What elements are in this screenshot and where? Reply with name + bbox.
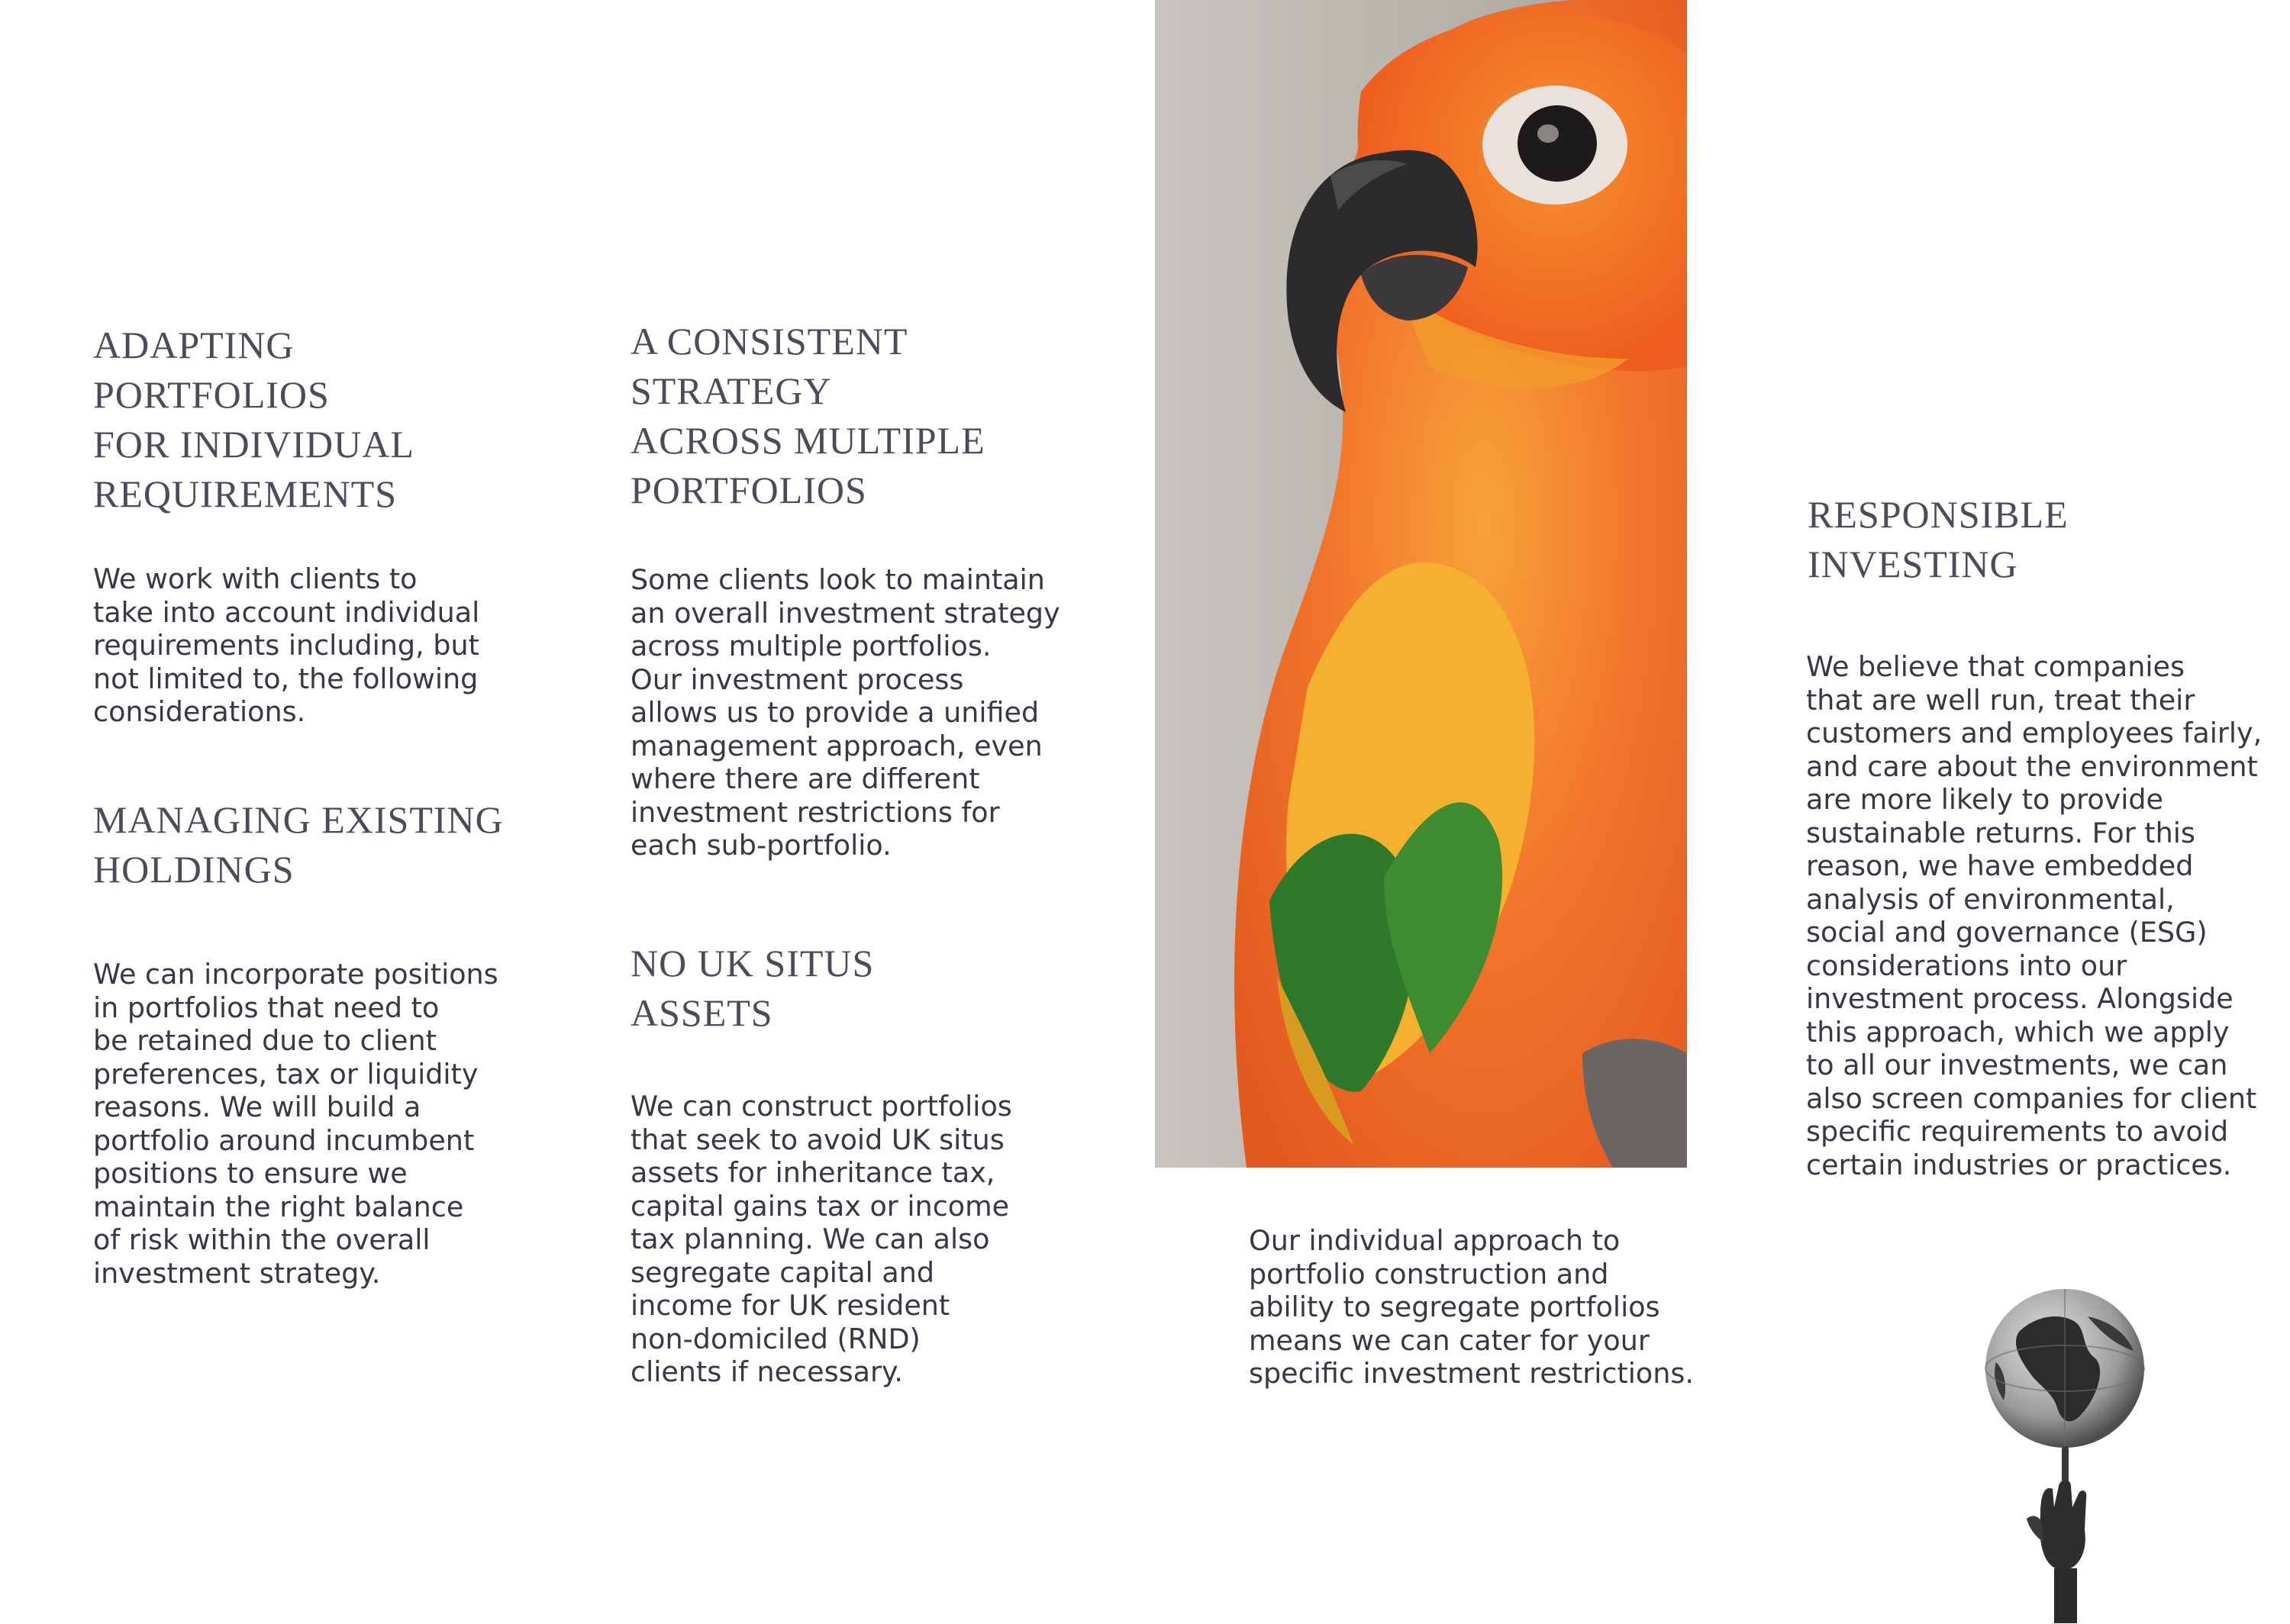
text-individual-approach: Our individual approach to portfolio construction and ability to segregate portfolios means we can cater for your specific investment restrictions.: [1249, 1224, 1694, 1390]
text-no-uk-situs-assets: We can construct portfolios that seek to avoid UK situs assets for inheritance tax, capital gains tax or income tax planning. We can also segregate capital and income for UK resident non-domiciled (RND) clients if necessary.: [631, 1090, 1012, 1388]
parrot-illustration: [1155, 0, 1687, 1168]
heading-responsible-investing: RESPONSIBLE INVESTING: [1808, 493, 2069, 585]
text-managing-existing-holdings: We can incorporate positions in portfolios that need to be retained due to client preferences, tax or liquidity reasons. We will build a portfolio around incumbent positions to ensure we maintain the right balance of risk within the overall investment strategy.: [93, 958, 498, 1290]
text-responsible-investing: We believe that companies that are well run, treat their customers and employees fairly, and care about the environment are more likely to provide sustainable returns. For this reason, we have embedded analysis of environmental, social and governance (ESG) considerations into our investment process. Alongside this approach, which we apply to all our investments, we can also screen companies for client specific requirements to avoid certain industries or practices.: [1806, 650, 2263, 1181]
parrot-photo: [1155, 0, 1687, 1168]
globe-on-hand-icon: [1973, 1286, 2156, 1623]
heading-adapting-portfolios: ADAPTING PORTFOLIOS FOR INDIVIDUAL REQUIREMENTS: [93, 324, 414, 515]
heading-consistent-strategy: A CONSISTENT STRATEGY ACROSS MULTIPLE PORTFOLIOS: [631, 320, 985, 511]
globe-illustration: [1973, 1286, 2156, 1623]
text-consistent-strategy: Some clients look to maintain an overall investment strategy across multiple portfolios. Our investment process allows us to provide a unified management approach, even where there are different investment restrictions for each sub-portfolio.: [631, 563, 1060, 862]
heading-no-uk-situs-assets: NO UK SITUS ASSETS: [631, 942, 875, 1034]
heading-managing-existing-holdings: MANAGING EXISTING HOLDINGS: [93, 798, 504, 891]
text-adapting-portfolios: We work with clients to take into account individual requirements including, but not limited to, the following considerations.: [93, 562, 480, 728]
